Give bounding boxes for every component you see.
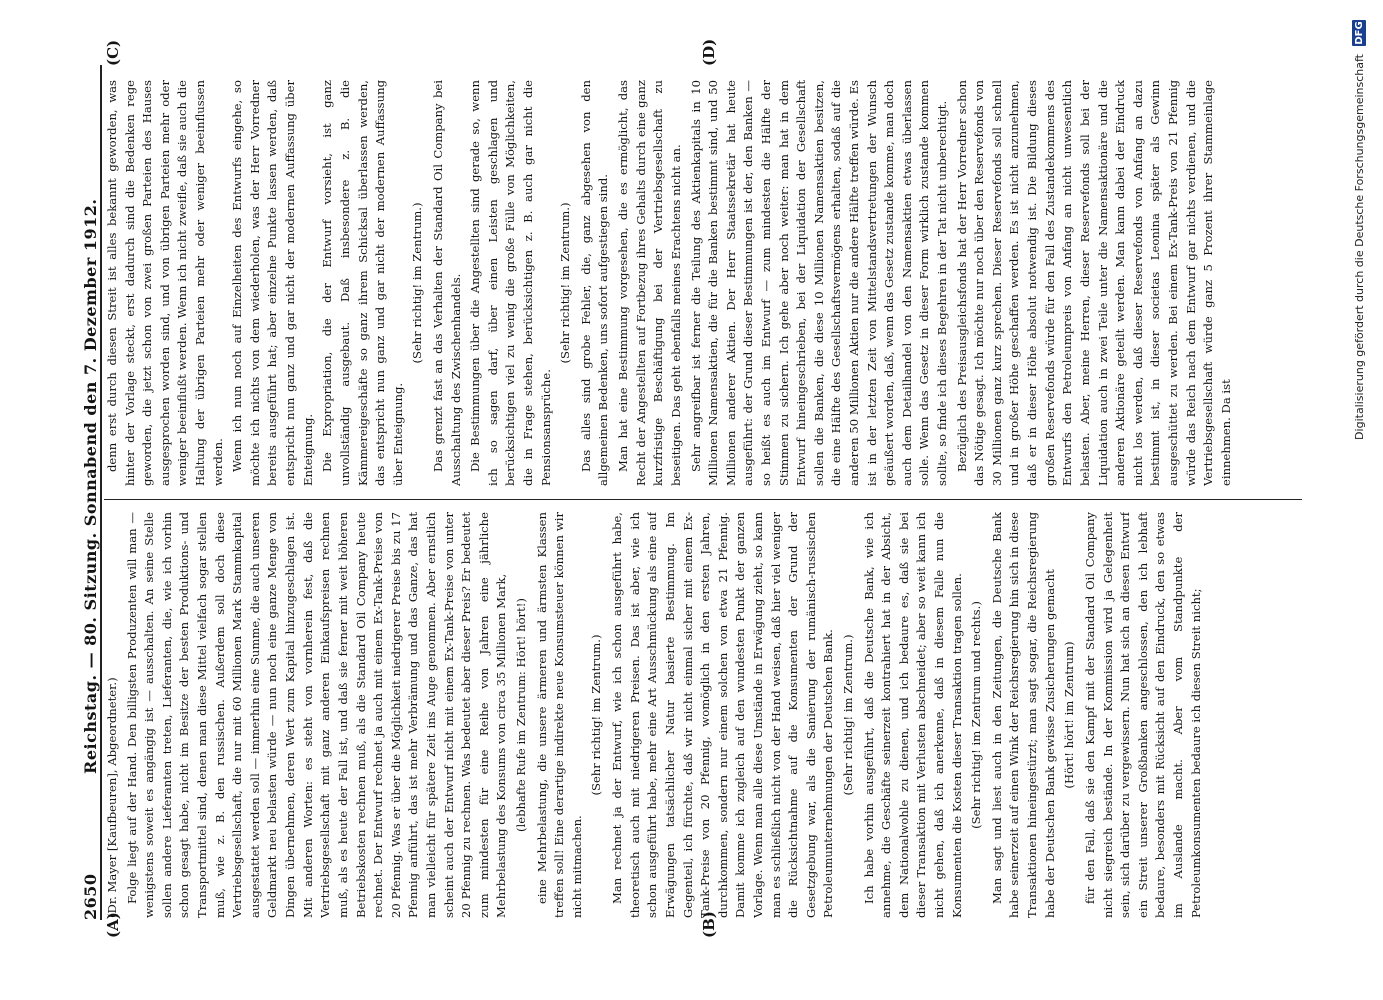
interjection: (Sehr richtig! im Zentrum und rechts.) bbox=[969, 601, 984, 829]
paragraph: für den Fall, daß sie den Kampf mit der Standard Oil Company nicht siegreich bestände. In der Kommission wird ja Gelegenheit sein, sich darüber zu vergewissern. Nun hat sich an diesen Entwurf ein Streit unserer Großbanken angeschlossen, den ich lebhaft bedaure, besonders mit Rücksicht auf den Eindruck, den so etwas im Auslande macht. Aber vom Standpunkte der Petroleumkonsumenten bedaure ich diesen Streit nicht; bbox=[1082, 512, 1203, 918]
paragraph: Sehr angreifbar ist ferner die Teilung des Aktienkapitals in 10 Millionen Namensaktien, die für die Banken bestimmt sind, und 50 Millionen anderer Aktien. Der Herr Staatssekretär hat heute ausgeführt: der Grund dieser Bestimmungen ist der, den Banken — so heißt es auch im Entwurf — zum mindesten die Hälfte der Stimmen zu sichern. Ich gehe aber noch weiter: man hat in dem Entwurf hineingeschrieben, bei der Liquidation der Gesellschaft sollen die Banken, die diese 10 Millionen Namensaktien besitzen, die eine Hälfte des Gesellschaftsvermögens erhalten, sodaß auf die anderen 50 Millionen Aktien nur die andere Hälfte treffen würde. Es ist in der letzten Zeit von Mittelstandsvertretungen der Wunsch geäußert worden, daß, wenn das Gesetz zustande komme, man doch auch dem Detailhandel von den Namensaktien etwas überlassen solle. Wenn das Gesetz in dieser Form wirklich zustande kommen sollte, so finde ich dieses Begehren in der Tat nicht unberechtigt. bbox=[688, 80, 950, 486]
column-divider bbox=[104, 499, 1302, 500]
paragraph: Das alles sind grobe Fehler, die, ganz abgesehen von den allgemeinen Bedenken, uns sofort aufgestiegen sind. bbox=[578, 80, 611, 486]
interjection: (Hört! hört! im Zentrum) bbox=[1062, 641, 1077, 789]
margin-marker-d: (D) bbox=[700, 38, 718, 66]
interjection: (Sehr richtig! im Zentrum.) bbox=[558, 202, 573, 364]
paragraph: Ich habe vorhin ausgeführt, daß die Deutsche Bank, wie ich annehme, die Geschäfte seinerzeit kontrahiert hat in der Absicht, dem Nationalwohle zu dienen, und ich bedaure es, daß sie bei dieser Transaktion mit Verlusten abschneidet; aber so weit kann ich nicht gehen, daß ich anerkenne, daß in diesem Falle nun die Konsumenten die Kosten dieser Transaktion tragen sollen. bbox=[861, 512, 964, 918]
paragraph: Man hat eine Bestimmung vorgesehen, die es ermöglicht, das Recht der Angestellten auf Fortbezug ihres Gehalts durch eine ganz kurzfristige Beschäftigung bei der Vertriebsgesellschaft zu beseitigen. Das geht ebenfalls meines Erachtens nicht an. bbox=[616, 80, 683, 486]
paragraph: denn erst durch diesen Streit ist alles bekannt geworden, was hinter der Vorlage steckt, erst dadurch sind die Bedenken rege geworden, die jetzt schon von zwei großen Parteien des Hauses ausgesprochen worden sind, und von übrigen Parteien mehr oder weniger beeinflußt werden. Wenn ich nicht zweifle, daß sie auch die Haltung der übrigen Parteien mehr oder weniger beeinflussen werden. bbox=[105, 80, 225, 486]
paragraph: Das grenzt fast an das Verhalten der Standard Oil Company bei Ausschaltung des Zwischenhandels. bbox=[430, 80, 463, 486]
page-running-title: Reichstag. — 80. Sitzung. Sonnabend den 7. Dezember 1912. bbox=[81, 198, 100, 774]
speaker-attribution: (Dr. Mayer [Kaufbeuren], Abgeordneter.) bbox=[105, 677, 119, 918]
page-number: 2650 bbox=[81, 873, 100, 920]
paragraph: eine Mehrbelastung, die unsere ärmeren und ärmsten Klassen treffen soll! Eine derartige indirekte neue Konsumsteuer können wir nicht mitmachen. bbox=[534, 512, 584, 918]
dfg-logo: DFG bbox=[1353, 21, 1365, 45]
margin-marker-a: (A) bbox=[104, 912, 122, 938]
credit-text: Digitalisierung gefördert durch die Deutsche Forschungsgemeinschaft bbox=[1352, 54, 1366, 440]
paragraph: Die Expropriation, die der Entwurf vorsieht, ist ganz unvollständig ausgebaut. Daß insbesondere z. B. die Kämmereigeschäfte so ganz ihrem Schicksal überlassen werden, das entspricht nun ganz und gar nicht der modernen Auffassung über Enteignung. bbox=[320, 80, 405, 486]
interjection: (Sehr richtig! im Zentrum.) bbox=[589, 634, 604, 796]
paragraph: Bezüglich des Preisausgleichsfonds hat der Herr Vorredner schon das Nötige gesagt. Ich möchte nur noch über den Reservefonds von 30 Millionen ganz kurz sprechen. Dieser Reservefonds soll schnell und in großer Höhe geschaffen werden. Es ist nicht anzunehmen, daß er in dieser Höhe absolut notwendig ist. Die Bildung dieses großen Reservefonds würde für den Fall des Zustandekommens des Entwurfs den Petroleumpreis von Anfang an nicht unwesentlich belasten. Aber, meine Herren, dieser Reservefonds soll bei der Liquidation auch in zwei Teile unter die Namensaktionäre und die anderen Aktionäre geteilt werden. Man kann dabei der Eindruck nicht los werden, daß dieser Reservefonds von Anfang an dazu bestimmt ist, in dieser societas Leonina später als Gewinn ausgeschüttet zu werden. Bei einem Ex-Tank-Preis von 21 Pfennig würde das Reich nach dem Entwurf gar nichts verdienen, und die Vertriebsgesellschaft würde ganz 5 Prozent ihrer Stammeinlage einnehmen. Da ist bbox=[954, 80, 1233, 486]
interjection: (Sehr richtig! im Zentrum.) bbox=[840, 634, 855, 796]
paragraph: Folge liegt auf der Hand. Den billigsten Produzenten will man — wenigstens soweit es angängig ist — ausschalten. An seine Stelle sollen andere Lieferanten treten, Lieferanten, die, wie ich vorhin schon gesagt habe, nicht im Besitze der besten Produktions- und Transportmittel sind, denen man diese Mittel vielfach sogar stellen muß, wie z. B. den russischen. Außerdem soll doch diese Vertriebsgesellschaft, die nur mit 60 Millionen Mark Stammkapital ausgestattet werden soll — immerhin eine Summe, die auch unseren Geldmarkt neu belasten würde — nun noch eine ganze Menge von Dingen übernehmen, deren Wert zum Kapital hinzugeschlagen ist. Mit anderen Worten: es steht von vornherein fest, daß die Vertriebsgesellschaft mit ganz anderen Einkaufspreisen rechnen muß, als es heute der Fall ist, und daß sie ferner mit weit höheren Betriebskosten rechnen muß, als die Standard Oil Company heute rechnet. Der Entwurf rechnet ja auch mit einem Ex-Tank-Preise von 20 Pfennig. Was er über die Möglichkeit niedrigerer Preise bis zu 17 Pfennig anführt, das ist mehr Verbrämung und das Ganze, das hat man vielleicht für spätere Zeit ins Auge genommen. Aber ernstlich scheint auch der Entwurf nicht mit einem Ex-Tank-Preise von unter 20 Pfennig zu rechnen. Was bedeutet aber dieser Preis? Er bedeutet zum mindesten für eine Reihe von Jahren eine jährliche Mehrbelastung des Konsums von circa 35 Millionen Mark, bbox=[124, 512, 509, 918]
interjection: (lebhafte Rufe im Zentrum: Hört! hört!) bbox=[514, 598, 529, 832]
right-text-column bbox=[104, 80, 1302, 486]
paragraph: Wenn ich nun noch auf Einzelheiten des Entwurfs eingehe, so möchte ich nichts von dem wiederholen, was der Herr Vorredner bereits ausgeführt hat; aber einzelne Punkte lassen werden, daß entspricht nun ganz und gar nicht der modernen Auffassung über Enteignung. bbox=[230, 80, 315, 486]
margin-marker-b: (B) bbox=[700, 911, 718, 938]
interjection: (Sehr richtig! im Zentrum.) bbox=[410, 202, 425, 364]
paragraph: Man rechnet ja der Entwurf, wie ich schon ausgeführt habe, theoretisch auch mit niedrigeren Preisen. Das ist aber, wie ich schon ausgeführt habe, mehr eine Art Ausschmückung als eine auf Erwägungen tatsächlicher Natur basierte Bestimmung. Im Gegenteil, ich fürchte, daß wir nicht einmal sicher mit einem Ex-Tank-Preise von 20 Pfennig, womöglich in den ersten Jahren, durchkommen, sondern nur einem solchen von etwa 21 Pfennig. Damit komme ich zugleich auf den wundesten Punkt der ganzen Vorlage. Wenn man alle diese Umstände in Erwägung zieht, so kann man es schließlich nicht von der Hand weisen, daß hier viel weniger die Rücksichtnahme auf die Konsumenten der Grund der Gesetzgebung war, als die Sanierung der rumänisch-russischen Petroleumunternehmungen der Deutschen Bank. bbox=[610, 512, 836, 918]
paragraph: Man sagt und liest auch in den Zeitungen, die Deutsche Bank habe seinerzeit auf einen Wink der Reichsregierung hin sich in diese Transaktionen hineingestürzt; man sagt sogar, die Reichsregierung habe der Deutschen Bank gewisse Zusicherungen gemacht bbox=[989, 512, 1057, 918]
page-header bbox=[78, 65, 102, 920]
paragraph: Die Bestimmungen über die Angestellten sind gerade so, wenn ich so sagen darf, über einen Leisten geschlagen und berücksichtigen viel zu wenig die große Fülle von Möglichkeiten, die in Frage stehen, berücksichtigen z. B. auch gar nicht die Pensionsansprüche. bbox=[468, 80, 553, 486]
digitization-credit bbox=[1348, 20, 1370, 980]
left-text-column bbox=[104, 512, 1302, 918]
margin-marker-c: (C) bbox=[104, 39, 122, 66]
